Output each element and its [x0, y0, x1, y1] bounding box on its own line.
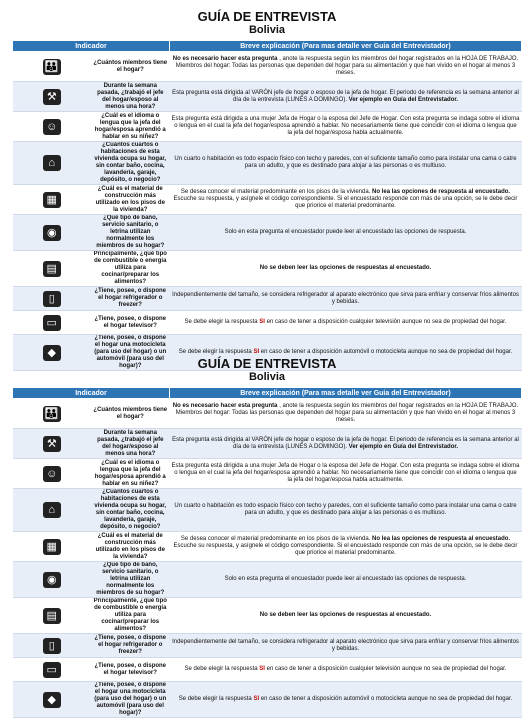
- explanation-text: Solo en esta pregunta el encuestador puede leer al encuestado las opciones de respuesta.: [224, 576, 467, 582]
- explanation-bold: Ver ejemplo en Guía del Entrevistador.: [348, 443, 459, 450]
- explanation-cell: [170, 562, 522, 598]
- header-explanation: Breve explicación (Para mas detalle ver Guía del Entrevistador): [170, 41, 522, 52]
- explanation-cell: [170, 634, 522, 658]
- explanation-intro: Se debe elegir la respuesta: [184, 666, 258, 672]
- explanation-cell: [170, 215, 522, 251]
- explanation-highlight: SI: [259, 666, 265, 672]
- explanation-text: Escuche su respuesta, y asígnele el código correspondiente. Si el encuestado responde con más de una opción, se le debe decir que priorice el material predominante.: [173, 543, 518, 556]
- worker-icon: ⚒: [43, 89, 61, 105]
- explanation-bold: No se deben leer las opciones de respuestas al encuestado.: [259, 612, 432, 618]
- indicator-text: ¿Cuántos cuartos o habitaciones de esta vivienda ocupa su hogar, sin contar baño, cocina, lavandería, garaje, depósito, o negocio?: [91, 142, 170, 185]
- floor-icon: ▦: [43, 539, 61, 555]
- explanation-text: Esta pregunta está dirigida al VARÓN jefe de hogar o esposo de la jefa de hogar. El periodo de referencia es la semana anterior al día de la entrevista (LUNES A DOMINGO).: [172, 436, 519, 450]
- indicator-text: ¿Cuál es el material de construcción más utilizado en los pisos de la vivienda?: [91, 185, 170, 215]
- table-body: [13, 399, 522, 718]
- header-indicator: Indicador: [13, 41, 170, 52]
- table-body: [13, 52, 522, 371]
- vehicle-icon: ◆: [43, 345, 61, 361]
- explanation-text: Esta pregunta está dirigida al VARÓN jefe de hogar o esposo de la jefa de hogar. El periodo de referencia es la semana anterior al día de la entrevista (LUNES A DOMINGO).: [172, 89, 519, 103]
- explanation-cell: [170, 52, 522, 82]
- explanation-cell: [170, 399, 522, 429]
- explanation-cell: [170, 142, 522, 185]
- explanation-highlight: SI: [259, 319, 265, 325]
- explanation-highlight: SI: [253, 696, 260, 702]
- table-row: [13, 429, 522, 459]
- indicator-text: ¿Tiene, posee, o dispone el hogar refrigerador o freezer?: [91, 634, 170, 658]
- explanation-cell: [170, 82, 522, 112]
- table-row: [13, 682, 522, 718]
- indicator-text: Principalmente, ¿qué tipo de combustible o energía utiliza para cocinar/preparar los alimentos?: [91, 598, 170, 634]
- explanation-text: Un cuarto o habitación es todo espacio físico con techo y paredes, con el suficiente tamaño como para instalar una cama o catre para un adulto, y que es destinado para alojar a las personas o es multiuso.: [174, 156, 517, 169]
- explanation-bold: No es necesario hacer esta pregunta: [172, 403, 278, 409]
- indicator-text: ¿Cuál es el material de construcción más utilizado en los pisos de la vivienda?: [91, 532, 170, 562]
- table-row: [13, 142, 522, 185]
- explanation-text: en caso de tener a disposición cualquier televisión aunque no sea de propiedad del hogar.: [266, 666, 507, 672]
- family-icon: 👪: [43, 406, 61, 422]
- explanation-cell: [170, 185, 522, 215]
- tv-icon: ▭: [43, 662, 61, 678]
- explanation-bold: Ver ejemplo en Guía del Entrevistador.: [348, 96, 459, 103]
- explanation-text: , anote la respuesta según los miembros del hogar registrados en la HOJA DE TRABAJO. Miembros del hogar: Todas las personas que dependen del hogar para su alimentación y que han vivido en el hogar al menos 3 meses.: [175, 56, 519, 76]
- explanation-highlight: SI: [253, 349, 260, 355]
- table-row: [13, 287, 522, 311]
- indicator-text: ¿Cuántos cuartos o habitaciones de esta vivienda ocupa su hogar, sin contar baño, cocina, lavandería, garaje, depósito, o negocio?: [91, 489, 170, 532]
- explanation-text: Independientemente del tamaño, se considera refrigerador al aparato electrónico que sirva para enfriar y conservar fríos alimentos y bebidas.: [172, 291, 519, 305]
- indicator-text: ¿Qué tipo de baño, servicio sanitario, o letrina utilizan normalmente los miembros de su hogar?: [91, 215, 170, 251]
- indicator-table: [12, 40, 522, 371]
- explanation-text: en caso de tener a disposición automóvil o motocicleta aunque no sea de propiedad del hogar.: [260, 696, 513, 702]
- indicator-text: Principalmente, ¿qué tipo de combustible o energía utiliza para cocinar/preparar los alimentos?: [91, 251, 170, 287]
- explanation-intro: Se debe elegir la respuesta: [184, 319, 258, 325]
- guide-title: GUÍA DE ENTREVISTA: [197, 356, 337, 371]
- house-icon: ⌂: [43, 155, 61, 171]
- explanation-text: Escuche su respuesta, y asígnele el código correspondiente. Si el encuestado responde con más de una opción, se le debe decir que priorice el material predominante.: [173, 196, 518, 209]
- explanation-intro: Se desea conocer el material predominante en los pisos de la vivienda.: [180, 536, 371, 542]
- table-row: [13, 185, 522, 215]
- worker-icon: ⚒: [43, 436, 61, 452]
- house-icon: ⌂: [43, 502, 61, 518]
- toilet-icon: ◉: [43, 572, 61, 588]
- indicator-text: ¿Cuántos miembros tiene el hogar?: [91, 399, 170, 429]
- explanation-bold: No lea las opciones de respuesta al encuestado.: [372, 536, 511, 542]
- floor-icon: ▦: [43, 192, 61, 208]
- indicator-text: ¿Cuál es el idioma o lengua que la jefa del hogar/esposa aprendió a hablar en su niñez?: [91, 112, 170, 142]
- explanation-text: , anote la respuesta según los miembros del hogar registrados en la HOJA DE TRABAJO. Miembros del hogar: Todas las personas que dependen del hogar para su alimentación y que han vivido en el hogar al menos 3 meses.: [175, 403, 519, 423]
- explanation-intro: Se debe elegir la respuesta: [178, 349, 252, 355]
- guide-copy-1: [12, 10, 522, 371]
- indicator-text: ¿Tiene, posee, o dispone el hogar una motocicleta (para uso del hogar) o un automóvil (para uso del hogar)?: [91, 682, 170, 718]
- vehicle-icon: ◆: [43, 692, 61, 708]
- table-row: [13, 251, 522, 287]
- explanation-cell: [170, 459, 522, 489]
- family-icon: 👪: [43, 59, 61, 75]
- explanation-bold: No lea las opciones de respuesta al encuestado.: [372, 189, 511, 195]
- explanation-text: en caso de tener a disposición cualquier televisión aunque no sea de propiedad del hogar.: [266, 319, 507, 325]
- fridge-icon: ▯: [43, 638, 61, 654]
- indicator-text: ¿Tiene, posee, o dispone el hogar refrigerador o freezer?: [91, 287, 170, 311]
- fridge-icon: ▯: [43, 291, 61, 307]
- speech-icon: ☺: [43, 466, 61, 482]
- explanation-text: Esta pregunta está dirigida a una mujer Jefa de Hogar o la esposa del Jefe de Hogar. Con esta pregunta se indaga sobre el idioma o lengua en el cual la jefa del hogar/esposa aprendió a hablar. No necesariamente tiene que coincidir con el idioma o lengua que la jefa del hogar/esposa habla actualmente.: [171, 116, 520, 136]
- table-row: [13, 82, 522, 112]
- table-row: [13, 658, 522, 682]
- explanation-bold: No es necesario hacer esta pregunta: [172, 56, 278, 62]
- explanation-cell: [170, 598, 522, 634]
- explanation-text: Esta pregunta está dirigida a una mujer Jefa de Hogar o la esposa del Jefe de Hogar. Con esta pregunta se indaga sobre el idioma o lengua en el cual la jefa del hogar/esposa aprendió a hablar. No necesariamente tiene que coincidir con el idioma o lengua que la jefa del hogar/esposa habla actualmente.: [171, 463, 520, 483]
- explanation-cell: [170, 311, 522, 335]
- indicator-text: ¿Tiene, posee, o dispone el hogar televisor?: [91, 658, 170, 682]
- indicator-text: Durante la semana pasada, ¿trabajó el jefe del hogar/esposo al menos una hora?: [91, 429, 170, 459]
- explanation-intro: Se debe elegir la respuesta: [178, 696, 252, 702]
- explanation-cell: [170, 287, 522, 311]
- explanation-text: Independientemente del tamaño, se considera refrigerador al aparato electrónico que sirva para enfriar y conservar fríos alimentos y bebidas.: [172, 638, 519, 652]
- speech-icon: ☺: [43, 119, 61, 135]
- table-row: [13, 489, 522, 532]
- table-row: [13, 311, 522, 335]
- table-row: [13, 562, 522, 598]
- stove-icon: ▤: [43, 261, 61, 277]
- toilet-icon: ◉: [43, 225, 61, 241]
- indicator-text: ¿Tiene, posee, o dispone el hogar televisor?: [91, 311, 170, 335]
- guide-subtitle: Bolivia: [248, 24, 286, 36]
- explanation-bold: No se deben leer las opciones de respuestas al encuestado.: [259, 265, 432, 271]
- explanation-cell: [170, 532, 522, 562]
- indicator-text: ¿Cuál es el idioma o lengua que la jefa del hogar/esposa aprendió a hablar en su niñez?: [91, 459, 170, 489]
- table-row: [13, 215, 522, 251]
- indicator-text: ¿Cuántos miembros tiene el hogar?: [91, 52, 170, 82]
- table-row: [13, 399, 522, 429]
- header-indicator: Indicador: [13, 388, 170, 399]
- indicator-text: Durante la semana pasada, ¿trabajó el jefe del hogar/esposo al menos una hora?: [91, 82, 170, 112]
- explanation-cell: [170, 251, 522, 287]
- guide-copy-2: [12, 357, 522, 718]
- explanation-cell: [170, 112, 522, 142]
- indicator-text: ¿Tiene, posee, o dispone el hogar una motocicleta (para uso del hogar) o un automóvil (para uso del hogar)?: [91, 335, 170, 371]
- explanation-cell: [170, 489, 522, 532]
- explanation-text: Solo en esta pregunta el encuestador puede leer al encuestado las opciones de respuesta.: [224, 229, 467, 235]
- explanation-intro: Se desea conocer el material predominante en los pisos de la vivienda.: [180, 189, 371, 195]
- table-row: [13, 532, 522, 562]
- table-row: [13, 598, 522, 634]
- guide-subtitle: Bolivia: [248, 371, 286, 383]
- explanation-text: en caso de tener a disposición automóvil o motocicleta aunque no sea de propiedad del hogar.: [260, 349, 513, 355]
- table-row: [13, 112, 522, 142]
- explanation-cell: [170, 682, 522, 718]
- table-row: [13, 459, 522, 489]
- explanation-cell: [170, 429, 522, 459]
- explanation-text: Un cuarto o habitación es todo espacio físico con techo y paredes, con el suficiente tamaño como para instalar una cama o catre para un adulto, y que es destinado para alojar a las personas o es multiuso.: [174, 503, 517, 516]
- table-row: [13, 634, 522, 658]
- tv-icon: ▭: [43, 315, 61, 331]
- indicator-text: ¿Qué tipo de baño, servicio sanitario, o letrina utilizan normalmente los miembros de su hogar?: [91, 562, 170, 598]
- indicator-table: [12, 387, 522, 718]
- table-row: [13, 52, 522, 82]
- explanation-cell: [170, 658, 522, 682]
- header-explanation: Breve explicación (Para mas detalle ver Guía del Entrevistador): [170, 388, 522, 399]
- stove-icon: ▤: [43, 608, 61, 624]
- guide-title: GUÍA DE ENTREVISTA: [197, 9, 337, 24]
